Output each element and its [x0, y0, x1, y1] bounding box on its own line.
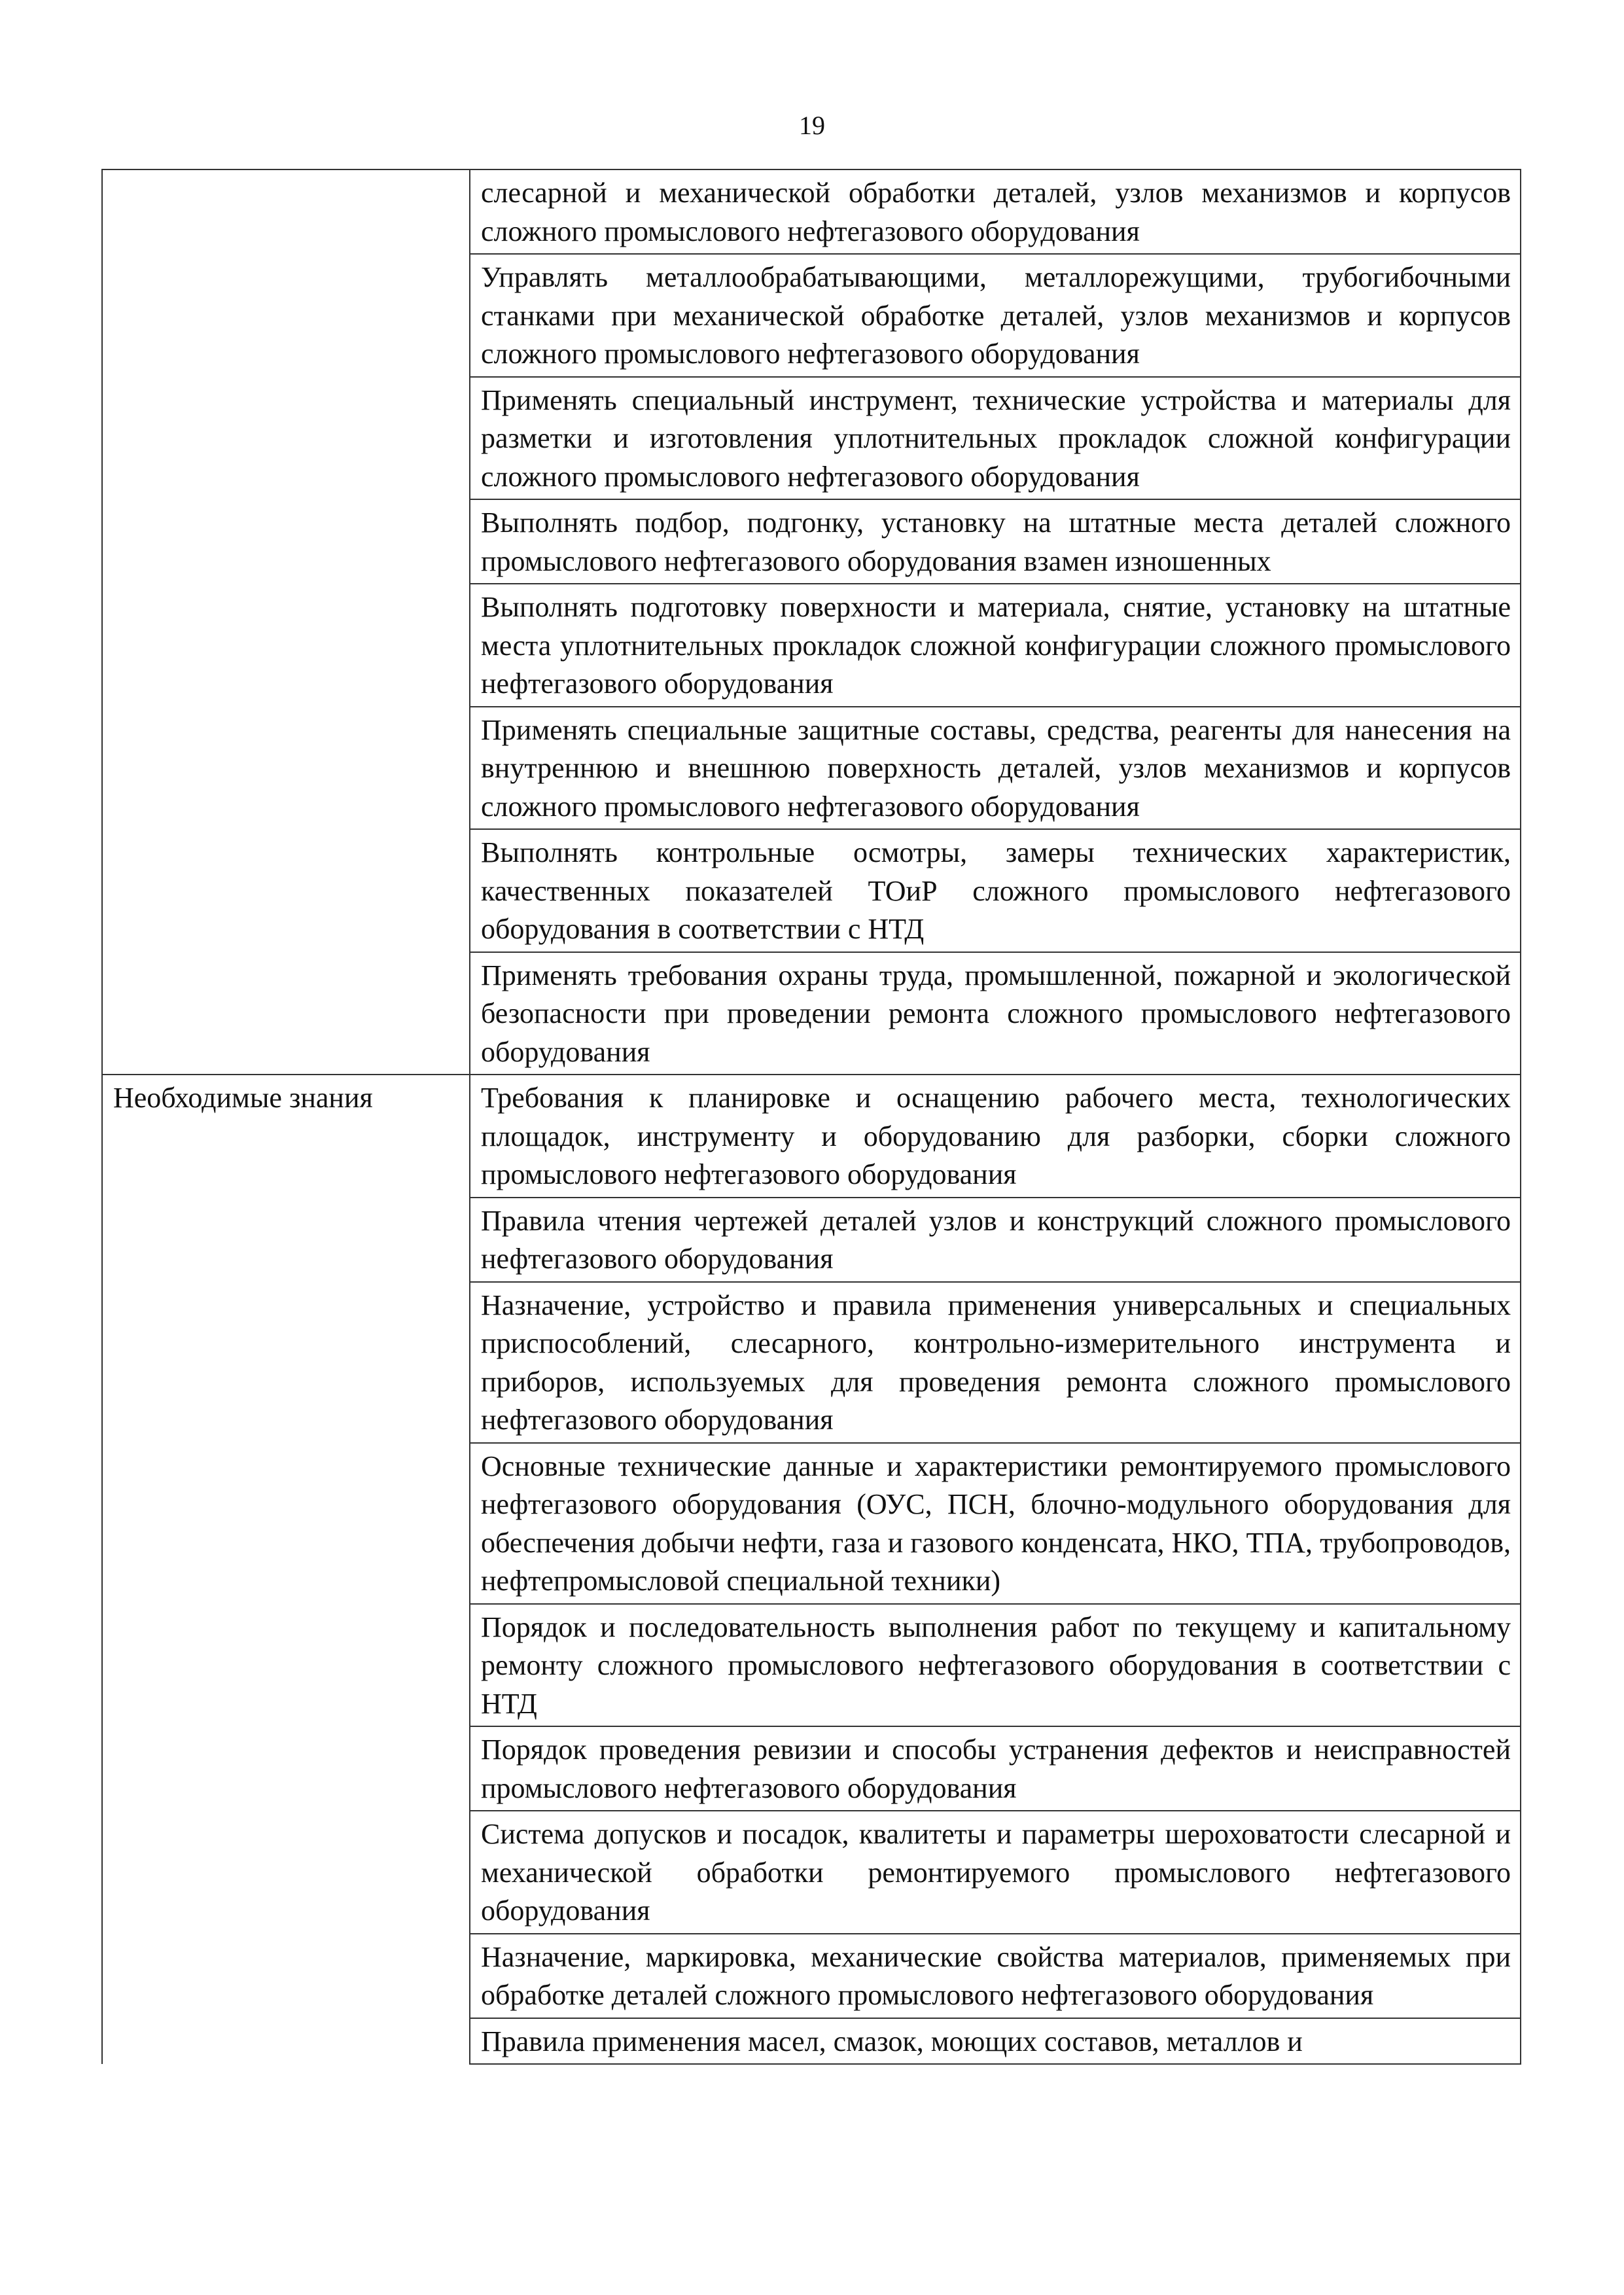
table-cell-text: Применять специальные защитные составы, средства, реагенты для нанесения на внутреннюю и внешнюю поверхность деталей, узлов механизмов и корпусов сложного промыслового нефтегазового оборудования: [470, 707, 1521, 830]
requirements-table: [101, 169, 1521, 2065]
table-row: [102, 1075, 1521, 1198]
table-cell-text: Применять требования охраны труда, промышленной, пожарной и экологической безопасности при проведении ремонта сложного промыслового нефтегазового оборудования: [470, 952, 1521, 1075]
section-label-empty: [102, 169, 470, 1075]
table-cell-text: Правила чтения чертежей деталей узлов и конструкций сложного промыслового нефтегазового оборудования: [470, 1198, 1521, 1282]
table-cell-text: Применять специальный инструмент, технические устройства и материалы для разметки и изготовления уплотнительных прокладок сложной конфигурации сложного промыслового нефтегазового оборудования: [470, 377, 1521, 500]
table-cell-text: Выполнять подготовку поверхности и материала, снятие, установку на штатные места уплотнительных прокладок сложной конфигурации сложного промыслового нефтегазового оборудования: [470, 584, 1521, 707]
table-cell-text: Правила применения масел, смазок, моющих составов, металлов и: [470, 2018, 1521, 2065]
table-cell-text: Выполнять контрольные осмотры, замеры технических характеристик, качественных показателей ТОиР сложного промыслового нефтегазового оборудования в соответствии с НТД: [470, 829, 1521, 952]
table-cell-text: Порядок и последовательность выполнения работ по текущему и капитальному ремонту сложного промыслового нефтегазового оборудования в соответствии с НТД: [470, 1604, 1521, 1727]
table-cell-text: Управлять металлообрабатывающими, металлорежущими, трубогибочными станками при механической обработке деталей, узлов механизмов и корпусов сложного промыслового нефтегазового оборудования: [470, 254, 1521, 377]
table-row: [102, 169, 1521, 254]
page-number: 19: [799, 111, 825, 140]
table-cell-text: Основные технические данные и характеристики ремонтируемого промыслового нефтегазового оборудования (ОУС, ПСН, блочно-модульного оборудования для обеспечения добычи нефти, газа и газового конденсата, НКО, ТПА, трубопроводов, нефтепромысловой специальной техники): [470, 1443, 1521, 1604]
table-cell-text: Система допусков и посадок, квалитеты и параметры шероховатости слесарной и механической обработки ремонтируемого промыслового нефтегазового оборудования: [470, 1811, 1521, 1934]
table-cell-text: Выполнять подбор, подгонку, установку на штатные места деталей сложного промыслового нефтегазового оборудования взамен изношенных: [470, 499, 1521, 584]
table-cell-text: слесарной и механической обработки деталей, узлов механизмов и корпусов сложного промыслового нефтегазового оборудования: [470, 169, 1521, 254]
table-cell-text: Требования к планировке и оснащению рабочего места, технологических площадок, инструменту и оборудованию для разборки, сборки сложного промыслового нефтегазового оборудования: [470, 1075, 1521, 1198]
table-cell-text: Назначение, устройство и правила применения универсальных и специальных приспособлений, слесарного, контрольно-измерительного инструмента и приборов, используемых для проведения ремонта сложного промыслового нефтегазового оборудования: [470, 1282, 1521, 1443]
section-label-knowledge: Необходимые знания: [102, 1075, 470, 2064]
table-cell-text: Назначение, маркировка, механические свойства материалов, применяемых при обработке деталей сложного промыслового нефтегазового оборудования: [470, 1934, 1521, 2018]
table-cell-text: Порядок проведения ревизии и способы устранения дефектов и неисправностей промыслового нефтегазового оборудования: [470, 1726, 1521, 1811]
